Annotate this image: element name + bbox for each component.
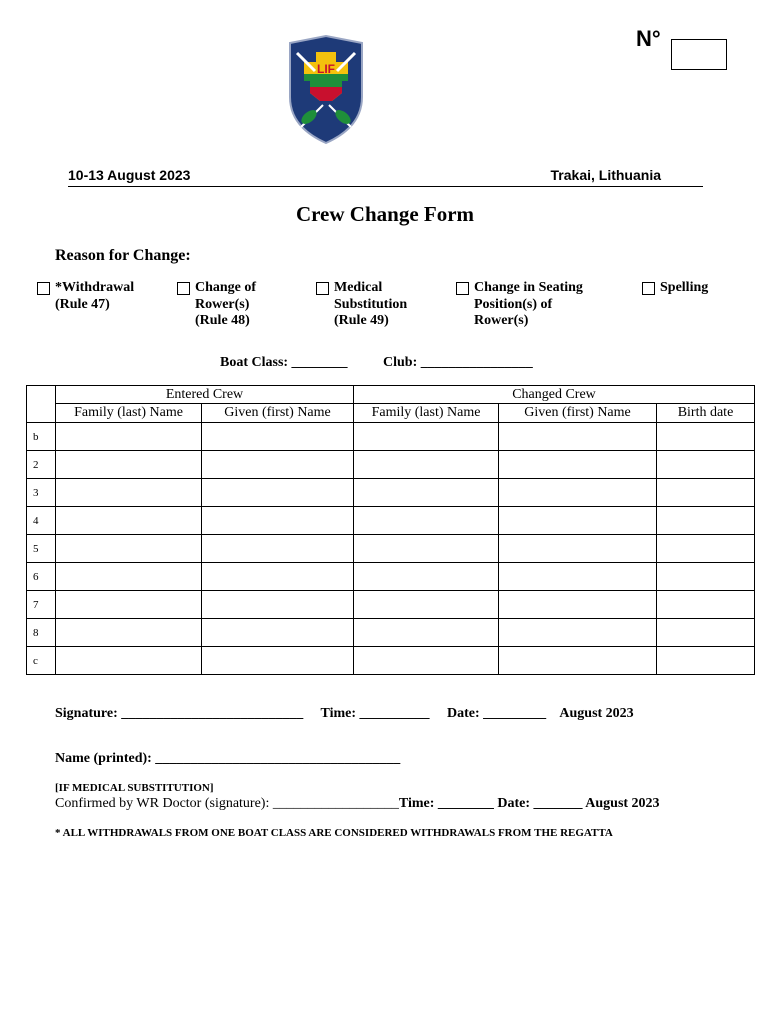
table-row [27, 647, 755, 675]
table-row [27, 479, 755, 507]
event-location: Trakai, Lithuania [550, 167, 661, 183]
row-label: 6 [27, 563, 56, 591]
cell[interactable] [499, 563, 657, 591]
cell[interactable] [56, 451, 202, 479]
cell[interactable] [354, 563, 499, 591]
cell[interactable] [354, 619, 499, 647]
cell[interactable] [354, 423, 499, 451]
table-row [27, 619, 755, 647]
row-label: 4 [27, 507, 56, 535]
changed-crew-header: Changed Crew [354, 386, 755, 404]
option-withdrawal[interactable]: *Withdrawal (Rule 47) [55, 280, 134, 313]
row-label: b [27, 423, 56, 451]
cell[interactable] [202, 619, 354, 647]
column-header: Family (last) Name [56, 404, 202, 423]
cell[interactable] [56, 591, 202, 619]
cell[interactable] [657, 591, 755, 619]
cell[interactable] [499, 479, 657, 507]
checkbox[interactable] [316, 282, 329, 295]
cell[interactable] [56, 563, 202, 591]
row-label: 3 [27, 479, 56, 507]
cell[interactable] [499, 507, 657, 535]
row-label: 7 [27, 591, 56, 619]
cell[interactable] [499, 647, 657, 675]
column-header: Given (first) Name [499, 404, 657, 423]
table-row [27, 423, 755, 451]
form-title: Crew Change Form [295, 202, 475, 226]
cell[interactable] [499, 451, 657, 479]
cell[interactable] [354, 451, 499, 479]
cell[interactable] [56, 507, 202, 535]
cell[interactable] [202, 507, 354, 535]
federation-logo [287, 35, 365, 145]
cell[interactable] [56, 619, 202, 647]
cell[interactable] [354, 591, 499, 619]
column-header: Given (first) Name [202, 404, 354, 423]
cell[interactable] [354, 507, 499, 535]
svg-text:LIF: LIF [317, 62, 335, 76]
reason-title: Reason for Change: [55, 247, 191, 264]
row-label: 2 [27, 451, 56, 479]
entered-crew-header: Entered Crew [56, 386, 354, 404]
event-dates: 10-13 August 2023 [68, 167, 191, 183]
number-label: N° [636, 26, 661, 51]
option-spelling[interactable]: Spelling [660, 280, 708, 297]
column-header: Family (last) Name [354, 404, 499, 423]
cell[interactable] [202, 423, 354, 451]
cell[interactable] [354, 647, 499, 675]
checkbox[interactable] [177, 282, 190, 295]
row-label: 8 [27, 619, 56, 647]
cell[interactable] [657, 507, 755, 535]
cell[interactable] [499, 535, 657, 563]
table-row [27, 591, 755, 619]
cell[interactable] [354, 535, 499, 563]
cell[interactable] [657, 423, 755, 451]
row-label: 5 [27, 535, 56, 563]
table-row [27, 507, 755, 535]
cell[interactable] [657, 563, 755, 591]
event-header-row [68, 167, 703, 187]
checkbox[interactable] [456, 282, 469, 295]
table-row [27, 451, 755, 479]
number-box[interactable] [671, 39, 727, 70]
doctor-signature-text: Confirmed by WR Doctor (signature): __________________ [55, 796, 399, 811]
club-field[interactable]: Club: ________________ [383, 355, 533, 370]
crew-table [26, 385, 755, 675]
cell[interactable] [202, 563, 354, 591]
cell[interactable] [56, 535, 202, 563]
checkbox[interactable] [642, 282, 655, 295]
cell[interactable] [657, 535, 755, 563]
cell[interactable] [657, 619, 755, 647]
cell[interactable] [499, 619, 657, 647]
option-medical-substitution[interactable]: Medical Substitution (Rule 49) [334, 280, 407, 330]
cell[interactable] [202, 591, 354, 619]
cell[interactable] [354, 479, 499, 507]
cell[interactable] [56, 647, 202, 675]
cell[interactable] [657, 451, 755, 479]
boat-class-field[interactable]: Boat Class: ________ [220, 355, 348, 370]
option-change-seating[interactable]: Change in Seating Position(s) of Rower(s) [474, 280, 583, 330]
cell[interactable] [56, 479, 202, 507]
doctor-confirmation-line[interactable] [55, 796, 660, 812]
cell[interactable] [657, 647, 755, 675]
cell[interactable] [202, 647, 354, 675]
name-printed-line[interactable]: Name (printed): ___________________________________ [55, 751, 401, 766]
table-row [27, 535, 755, 563]
checkbox[interactable] [37, 282, 50, 295]
cell[interactable] [499, 591, 657, 619]
row-label: c [27, 647, 56, 675]
column-header: Birth date [657, 404, 755, 423]
cell[interactable] [56, 423, 202, 451]
cell[interactable] [657, 479, 755, 507]
medical-note: [IF MEDICAL SUBSTITUTION] [55, 782, 214, 794]
doctor-time-date-text: Time: ________ Date: _______ August 2023 [398, 796, 660, 811]
cell[interactable] [202, 451, 354, 479]
option-change-of-rowers[interactable]: Change of Rower(s) (Rule 48) [195, 280, 256, 330]
signature-line[interactable]: Signature: __________________________ Time: __________ Date: _________ August 2023 [55, 706, 634, 721]
withdrawal-footnote: * ALL WITHDRAWALS FROM ONE BOAT CLASS ARE CONSIDERED WITHDRAWALS FROM THE REGATTA [55, 827, 613, 839]
cell[interactable] [202, 479, 354, 507]
cell[interactable] [202, 535, 354, 563]
table-row [27, 563, 755, 591]
cell[interactable] [499, 423, 657, 451]
